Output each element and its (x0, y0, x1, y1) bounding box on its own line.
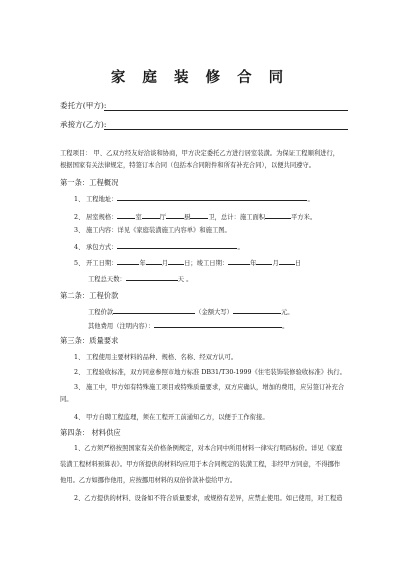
price-in-words-label: （金额大写） (195, 309, 233, 316)
construction-content: 施工内容：详见《家庭装潢施工内容单》和施工图。 (86, 227, 231, 234)
document-title: 家 庭 装 修 合 同 (110, 69, 290, 86)
start-year-blank (117, 259, 139, 265)
baths-blank (190, 213, 208, 219)
end-day-blank (279, 259, 295, 265)
other-fees-blank (154, 322, 282, 328)
item-number: 4、 (74, 414, 85, 421)
total-days-row (88, 275, 192, 284)
unit-sqm: 平方米。 (291, 214, 317, 221)
item-number: 3、 (74, 384, 85, 391)
section-2-title: 第二条：工程价款 (60, 291, 119, 300)
start-date-label: 开工日期： (86, 260, 118, 267)
section-4-title: 第四条： 材料供应 (60, 428, 121, 437)
unit-room: 室 (135, 214, 142, 221)
sec1-item-2 (74, 213, 316, 222)
party-b-label: 承接方(乙方): (60, 120, 107, 129)
unit-days: 天 。 (177, 276, 193, 283)
start-day-blank (168, 259, 184, 265)
party-a-label: 委托方(甲方): (60, 101, 107, 110)
item-number: 1、 (74, 196, 85, 203)
unit-bath-area: 卫，总计：施工面积 (208, 214, 266, 221)
party-a-line (104, 110, 348, 111)
room-spec-label: 居室规格： (86, 214, 118, 221)
sec1-item-1 (74, 195, 314, 204)
other-fees-row (88, 322, 288, 331)
price-words-blank (233, 308, 281, 314)
unit-year: 年 (250, 260, 257, 267)
sec4-item-1-line-1: 1、乙方须严格按照国家有关价格条例规定，对本合同中所用材料一律实行明码标价。详见《家庭 (74, 445, 343, 452)
unit-kitchen: 厨 (184, 214, 191, 221)
sec3-item-1 (74, 353, 237, 362)
item-number: 2、 (74, 369, 85, 376)
contract-mode-blank (117, 243, 237, 249)
item-text: 工程使用主要材料的品种、规格、名称、经双方认可。 (86, 354, 238, 361)
sec1-item-5 (74, 259, 301, 268)
item-text: 同。 (60, 396, 73, 403)
sec1-item-3 (74, 226, 231, 235)
sec4-item-1-line-2: 装潢工程材料预算表》。甲方所提供的材料均应用于本合同规定的装潢工程，非经甲方同意，不得挪作 (60, 461, 341, 468)
price-label: 工程价款 (88, 309, 114, 316)
price-figure-blank (113, 308, 195, 314)
sec3-item-4 (74, 413, 269, 422)
sec3-item-2 (74, 368, 346, 377)
item-tail: 。 (307, 196, 314, 203)
item-number: 5、 (74, 260, 85, 267)
item-number: 2、 (74, 214, 85, 221)
sec4-item-2-line-1: 2、乙方提供的材料、设备如不符合质量要求，或规格有差异，应禁止使用。如已使用，对工程造 (74, 495, 343, 502)
unit-day-end-label: 日；竣工日期： (184, 260, 229, 267)
end-month-blank (256, 259, 272, 265)
sec1-item-4 (74, 243, 244, 252)
item-tail: 。 (282, 323, 289, 330)
unit-hall: 厅 (159, 214, 167, 221)
item-text: 工程验收标准，双方同意参照市地方标准 DB31/T30-1999《住宅装饰装修验收标准》执行。 (86, 369, 346, 376)
area-blank (265, 213, 291, 219)
unit-year: 年 (139, 260, 146, 267)
end-year-blank (228, 259, 250, 265)
item-tail: 。 (237, 244, 244, 251)
section-1-title: 第一条：工程概况 (60, 178, 119, 187)
start-month-blank (146, 259, 162, 265)
total-days-label: 工程总天数： (88, 276, 126, 283)
item-text: 甲方自聘工程监理，须在工程开工前通知乙方，以便于工作衔接。 (86, 414, 269, 421)
item-number: 1、 (74, 354, 85, 361)
contract-mode-label: 承包方式： (86, 244, 118, 251)
price-row (88, 308, 294, 317)
other-fees-label: 其他费用（注明内容）： (88, 323, 155, 330)
item-text: 施工中，甲方如有特殊施工项目或特殊质量要求，双方应确认，增加的费用，应另签订补充合 (86, 384, 345, 391)
unit-month: 月 (272, 260, 279, 267)
item-number: 3、 (74, 227, 85, 234)
unit-yuan: 元。 (280, 309, 294, 316)
item-number: 4、 (74, 244, 85, 251)
total-days-blank (126, 275, 178, 281)
unit-day: 日 (294, 260, 302, 267)
intro-line-2: 根据国家有关法律规定，特签订本合同（包括本合同附件和所有补充合同），以便共同遵守。 (60, 162, 316, 169)
halls-blank (142, 213, 160, 219)
unit-month: 月 (161, 260, 169, 267)
sec3-item-3-cont (60, 395, 73, 404)
address-blank (117, 195, 307, 201)
address-label: 工程地址： (86, 196, 118, 203)
intro-line-1: 工程项目： 甲、乙双方经友好洽谈和协商，甲方决定委托乙方进行居室装潢。为保证工程顺利进行， (60, 150, 340, 157)
kitchens-blank (166, 213, 184, 219)
sec4-item-1-line-3: 他用。乙方如挪作他用，应按挪用材料的双倍价款补偿给甲方。 (60, 477, 237, 484)
sec3-item-3 (74, 383, 344, 392)
party-b-line (104, 129, 348, 130)
section-3-title: 第三条：质量要求 (60, 336, 119, 345)
rooms-blank (117, 213, 135, 219)
